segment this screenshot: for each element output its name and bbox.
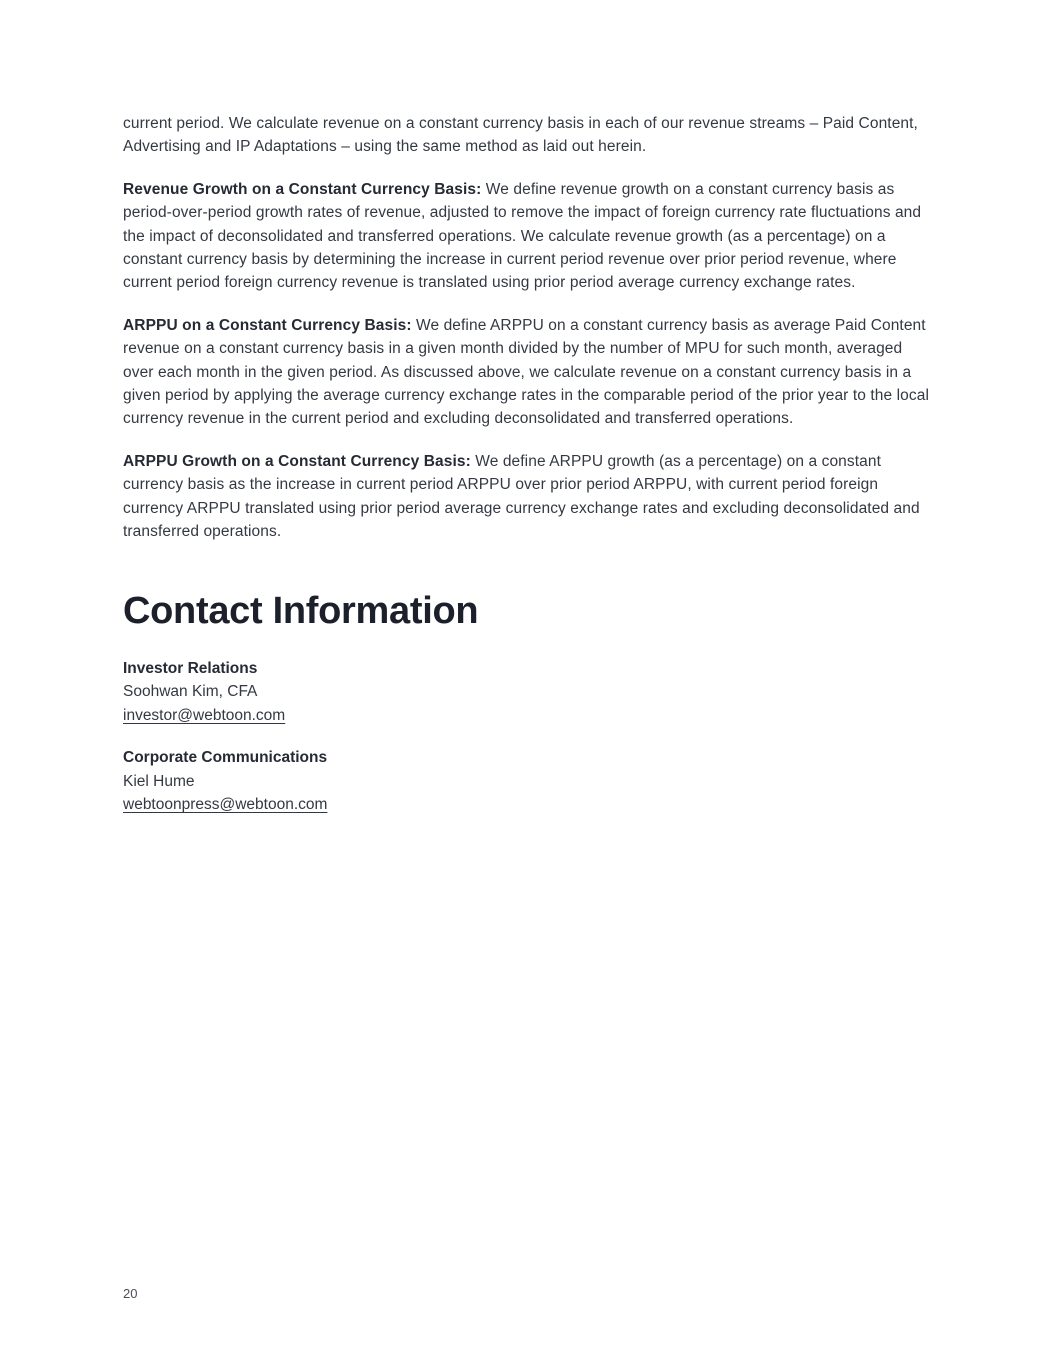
paragraph-constant-currency-intro bbox=[123, 112, 933, 159]
paragraph-body-text: We define revenue growth on a constant currency basis as period-over-period growth rates of revenue, adjusted to remove the impact of foreign currency rate fluctuations and the impact of deconsolidated and transferred operations. We calculate revenue growth (as a percentage) on a constant currency basis by determining the increase in current period revenue over prior period revenue, where current period foreign currency revenue is translated using prior period average currency exchange rates. bbox=[123, 180, 922, 292]
paragraph-bold-lead: ARPPU on a Constant Currency Basis: bbox=[123, 316, 412, 334]
page-number: 20 bbox=[123, 1286, 138, 1301]
contact-section-title: Corporate Communications bbox=[123, 749, 328, 766]
contact-email-link[interactable]: investor@webtoon.com bbox=[123, 706, 286, 724]
contact-information-heading: Contact Information bbox=[123, 589, 479, 632]
contact-section-title: Investor Relations bbox=[123, 659, 258, 677]
paragraph-body-text: current period. We calculate revenue on a constant currency basis in each of our revenue streams – Paid Content, Advertising and IP Adaptations – using the same method as laid out herein. bbox=[123, 115, 918, 156]
contact-person-name: Soohwan Kim, CFA bbox=[123, 683, 258, 700]
contact-section-corporate-communications bbox=[123, 746, 933, 817]
contact-email-link[interactable]: webtoonpress@webtoon.com bbox=[123, 796, 328, 813]
paragraph-body-text: We define ARPPU on a constant currency basis as average Paid Content revenue on a constant currency basis in a given month divided by the number of MPU for such month, averaged over each month in the given period. As discussed above, we calculate revenue on a constant currency basis in a given period by applying the average currency exchange rates in the comparable period of the prior year to the local currency revenue in the current period and excluding deconsolidated and transferred operations. bbox=[123, 316, 930, 428]
paragraph-arppu-definition bbox=[123, 314, 933, 431]
paragraph-bold-lead: ARPPU Growth on a Constant Currency Basis: bbox=[123, 452, 471, 470]
paragraph-arppu-growth-definition bbox=[123, 450, 933, 544]
contact-section-investor-relations bbox=[123, 657, 933, 728]
paragraph-revenue-growth-definition bbox=[123, 178, 933, 295]
contact-person-name: Kiel Hume bbox=[123, 772, 195, 790]
paragraph-body-text: We define ARPPU growth (as a percentage) on a constant currency basis as the increase in current period ARPPU over prior period ARPPU, with current period foreign currency ARPPU translated using prior period average currency exchange rates and excluding deconsolidated and transferred operations. bbox=[123, 452, 920, 541]
paragraph-bold-lead: Revenue Growth on a Constant Currency Basis: bbox=[123, 180, 482, 198]
